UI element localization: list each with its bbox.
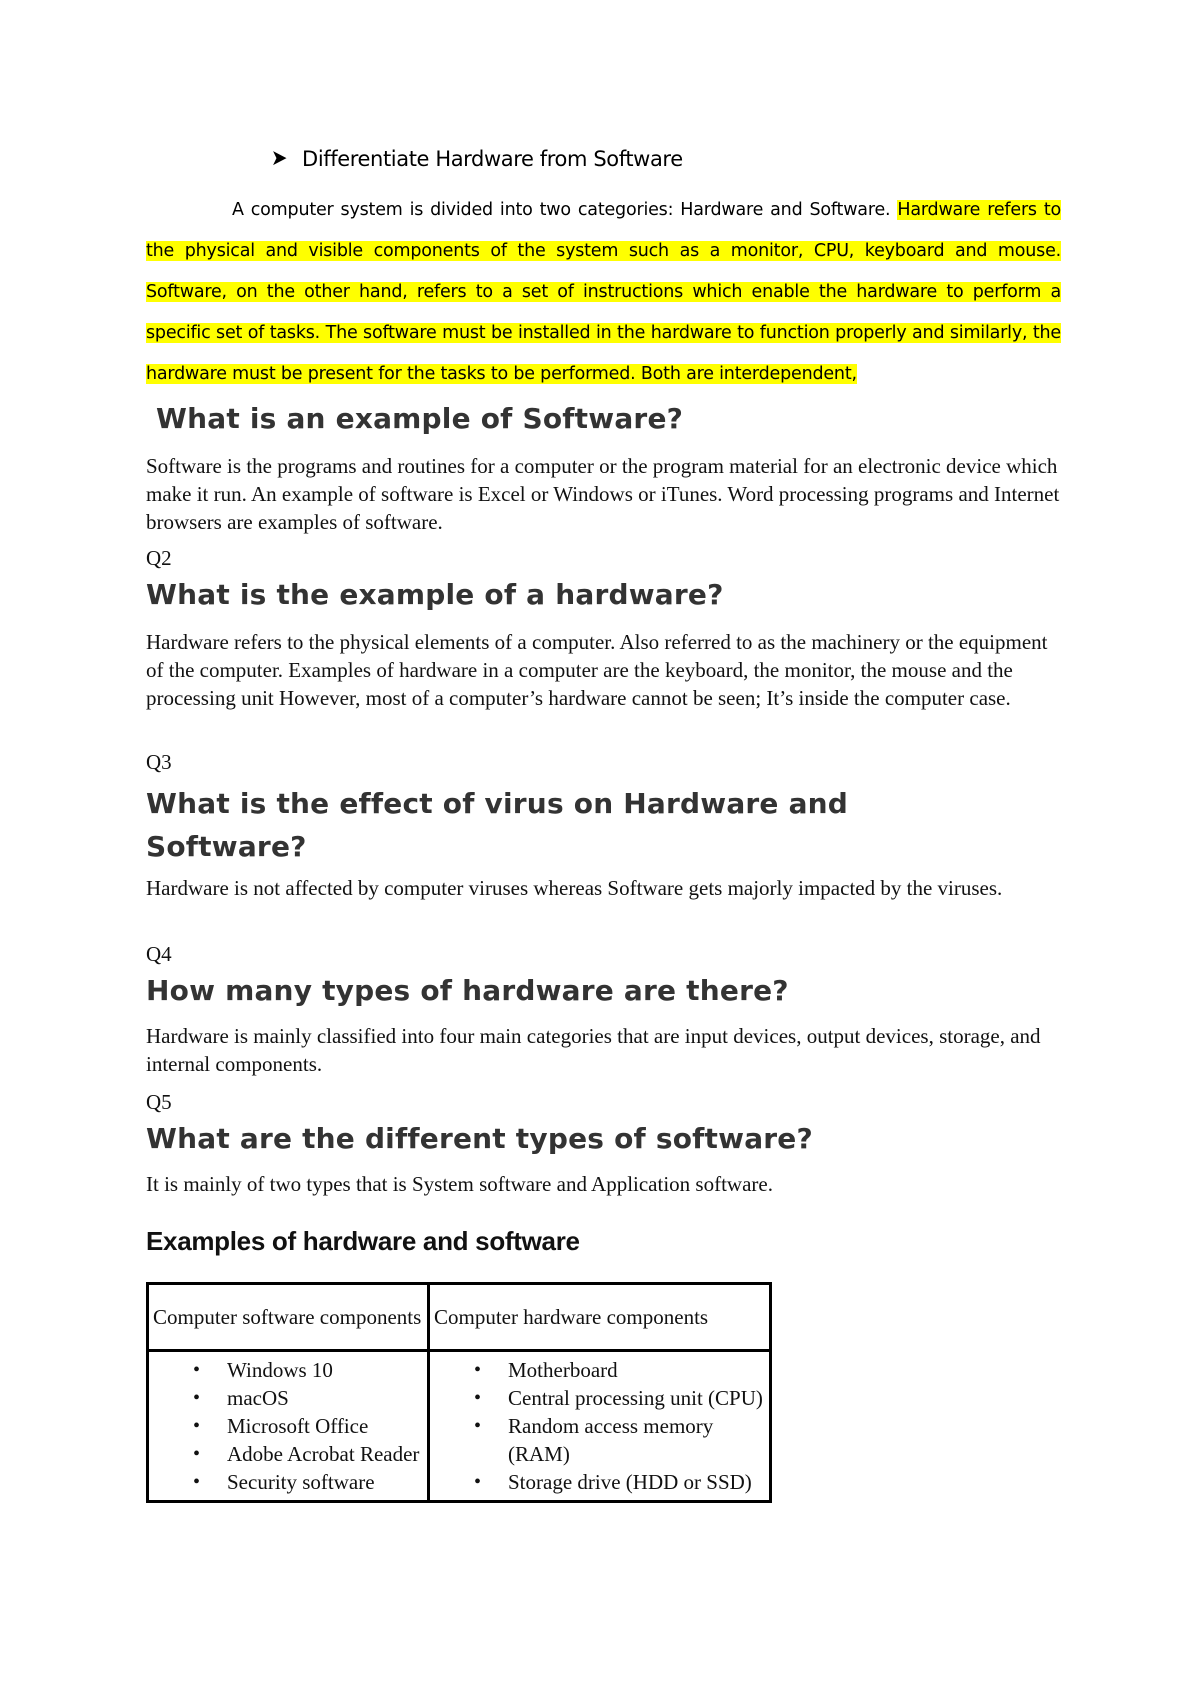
hardware-cell (429, 1351, 771, 1502)
question-number-4: Q4 (146, 942, 172, 966)
question-title-4: How many types of hardware are there? (146, 974, 789, 1007)
header-hardware: Computer hardware components (429, 1284, 771, 1351)
heading-text: Differentiate Hardware from Software (302, 146, 683, 171)
list-item: • Storage drive (HDD or SSD) (508, 1468, 765, 1496)
examples-heading: Examples of hardware and software (146, 1226, 580, 1256)
list-item: • Random access memory (RAM) (508, 1412, 765, 1468)
list-item: • Security software (227, 1468, 423, 1496)
components-table (146, 1282, 772, 1503)
hardware-list (434, 1356, 765, 1496)
list-item: • Adobe Acrobat Reader (227, 1440, 423, 1468)
intro-highlighted-text: Hardware refers to the physical and visible components of the system such as a monitor, CPU, keyboard and mouse. Software, on the other hand, refers to a set of instructions which enable the hardware to perform a specific set of tasks. The software must be installed in the hardware to function properly and similarly, the hardware must be present for the tasks to be performed. Both are interdependent, (146, 200, 1062, 384)
answer-text-4: Hardware is mainly classified into four main categories that are input devices, output devices, storage, and internal components. (146, 1024, 1041, 1076)
answer-text-5: It is mainly of two types that is System software and Application software. (146, 1172, 773, 1196)
question-number-5: Q5 (146, 1090, 172, 1114)
list-item: • Central processing unit (CPU) (508, 1384, 765, 1412)
answer-text-1: Software is the programs and routines for a computer or the program material for an electronic device which make it run. An example of software is Excel or Windows or iTunes. Word processing programs and Internet browsers are examples of software. (146, 454, 1060, 534)
header-software: Computer software components (148, 1284, 429, 1351)
list-item: • Motherboard (508, 1356, 765, 1384)
question-title-5: What are the different types of software? (146, 1122, 813, 1155)
list-item: • Windows 10 (227, 1356, 423, 1384)
question-number-3: Q3 (146, 750, 172, 774)
arrow-bullet-icon: ➤ (270, 146, 288, 171)
list-item: • macOS (227, 1384, 423, 1412)
list-item: • Microsoft Office (227, 1412, 423, 1440)
section-heading (270, 146, 683, 171)
intro-plain-text: A computer system is divided into two categories: Hardware and Software. (232, 200, 898, 220)
table-row (148, 1351, 771, 1502)
question-title-1: What is an example of Software? (156, 402, 684, 435)
question-title-2: What is the example of a hardware? (146, 578, 724, 611)
software-list (153, 1356, 423, 1496)
intro-paragraph (146, 190, 1061, 395)
answer-text-3: Hardware is not affected by computer viruses whereas Software gets majorly impacted by the viruses. (146, 876, 1003, 900)
table-header-row (148, 1284, 771, 1351)
question-title-3: What is the effect of virus on Hardware and Software? (146, 787, 849, 863)
answer-text-2: Hardware refers to the physical elements of a computer. Also referred to as the machinery or the equipment of the computer. Examples of hardware in a computer are the keyboard, the monitor, the mouse and the processing unit However, most of a computer’s hardware cannot be seen; It’s inside the computer case. (146, 630, 1048, 710)
software-cell (148, 1351, 429, 1502)
question-number-2: Q2 (146, 546, 172, 570)
